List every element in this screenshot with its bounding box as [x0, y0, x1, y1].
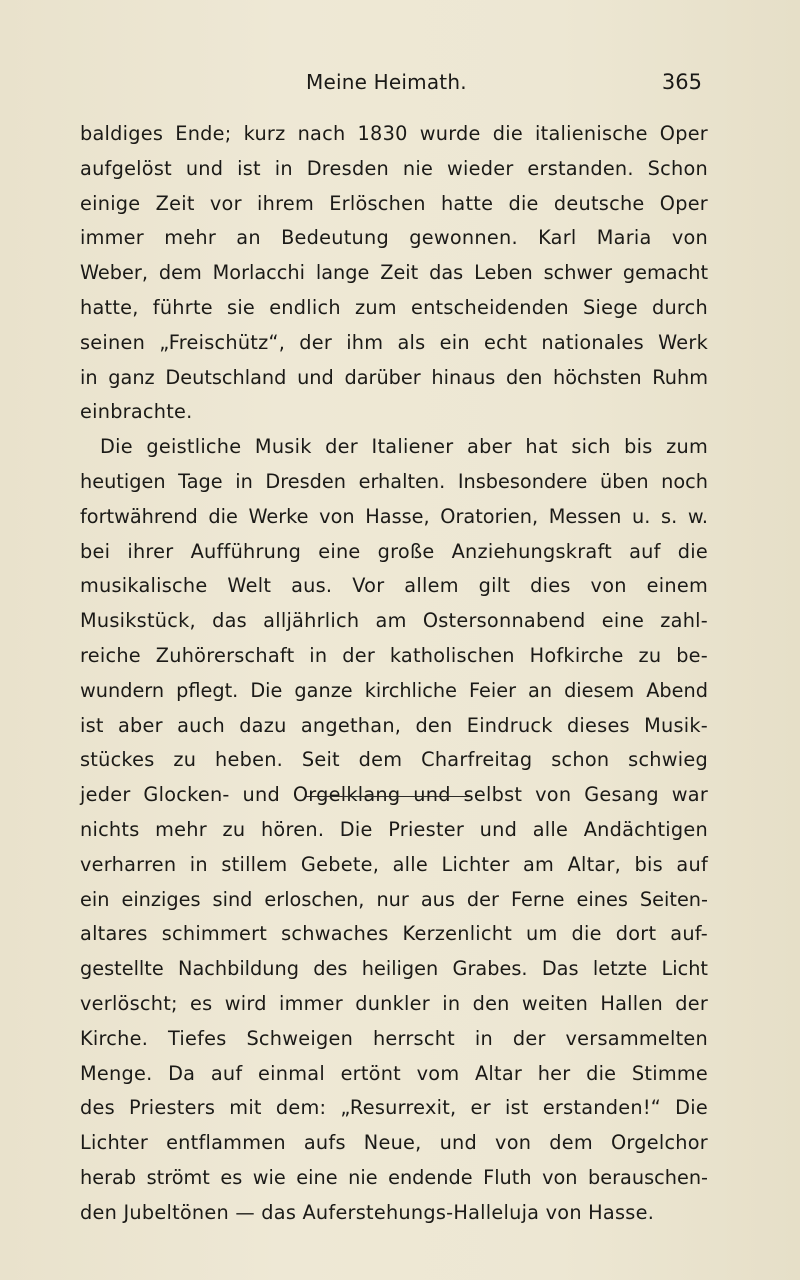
page-number: 365: [661, 70, 702, 94]
text-line: ist aber auch dazu angethan, den Eindruck dieses Musik-: [80, 713, 708, 737]
text-line: Lichter entflammen aufs Neue, und von dem Orgelchor: [80, 1131, 708, 1155]
running-title: Meine Heimath.: [306, 70, 467, 94]
text-line: bei ihrer Aufführung eine große Anziehungskraft auf die: [80, 539, 708, 563]
text-line: Menge. Da auf einmal ertönt vom Altar her die Stimme: [80, 1061, 708, 1085]
text-line: einige Zeit vor ihrem Erlöschen hatte die deutsche Oper: [80, 191, 708, 215]
text-line: fortwährend die Werke von Hasse, Oratorien, Messen u. s. w.: [80, 504, 708, 528]
text-line: Kirche. Tiefes Schweigen herrscht in der versammelten: [80, 1026, 708, 1050]
text-line: des Priesters mit dem: „Resurrexit, er ist erstanden!“ Die: [80, 1096, 708, 1120]
text-line: immer mehr an Bedeutung gewonnen. Karl Maria von: [80, 226, 708, 250]
text-line: Musikstück, das alljährlich am Ostersonnabend eine zahl-: [80, 609, 708, 633]
text-line: Weber, dem Morlacchi lange Zeit das Leben schwer gemacht: [80, 261, 708, 285]
text-line: gestellte Nachbildung des heiligen Grabes. Das letzte Licht: [80, 957, 708, 981]
body-text: [80, 117, 708, 1231]
text-line: aufgelöst und ist in Dresden nie wieder erstanden. Schon: [80, 156, 708, 180]
text-line: reiche Zuhörerschaft in der katholischen Hofkirche zu be-: [80, 643, 708, 667]
text-line: musikalische Welt aus. Vor allem gilt dies von einem: [80, 574, 708, 598]
page-header: [80, 70, 710, 100]
text-line: verharren in stillem Gebete, alle Lichter am Altar, bis auf: [80, 852, 708, 876]
text-line: hatte, führte sie endlich zum entscheidenden Siege durch: [80, 295, 708, 319]
text-line: Die geistliche Musik der Italiener aber hat sich bis zum: [100, 435, 708, 459]
text-line: baldiges Ende; kurz nach 1830 wurde die italienische Oper: [80, 122, 708, 145]
text-line: nichts mehr zu hören. Die Priester und alle Andächtigen: [80, 817, 708, 841]
text-line: jeder Glocken- und Orgelklang und selbst von Gesang war: [80, 783, 708, 807]
text-line: einbrachte.: [80, 400, 193, 424]
section-divider: [305, 796, 470, 797]
text-line: in ganz Deutschland und darüber hinaus den höchsten Ruhm: [80, 365, 708, 389]
text-line: heutigen Tage in Dresden erhalten. Insbesondere üben noch: [80, 469, 708, 493]
text-line: stückes zu heben. Seit dem Charfreitag schon schwieg: [80, 748, 708, 772]
text-line: herab strömt es wie eine nie endende Fluth von berauschen-: [80, 1165, 708, 1189]
text-line: altares schimmert schwaches Kerzenlicht um die dort auf-: [80, 922, 708, 946]
text-line: den Jubeltönen — das Auferstehungs-Halleluja von Hasse.: [80, 1200, 655, 1224]
text-line: wundern pflegt. Die ganze kirchliche Feier an diesem Abend: [80, 678, 708, 702]
text-line: seinen „Freischütz“, der ihm als ein echt nationales Werk: [80, 330, 708, 354]
text-line: verlöscht; es wird immer dunkler in den weiten Hallen der: [80, 991, 708, 1015]
text-line: ein einziges sind erloschen, nur aus der Ferne eines Seiten-: [80, 887, 708, 911]
